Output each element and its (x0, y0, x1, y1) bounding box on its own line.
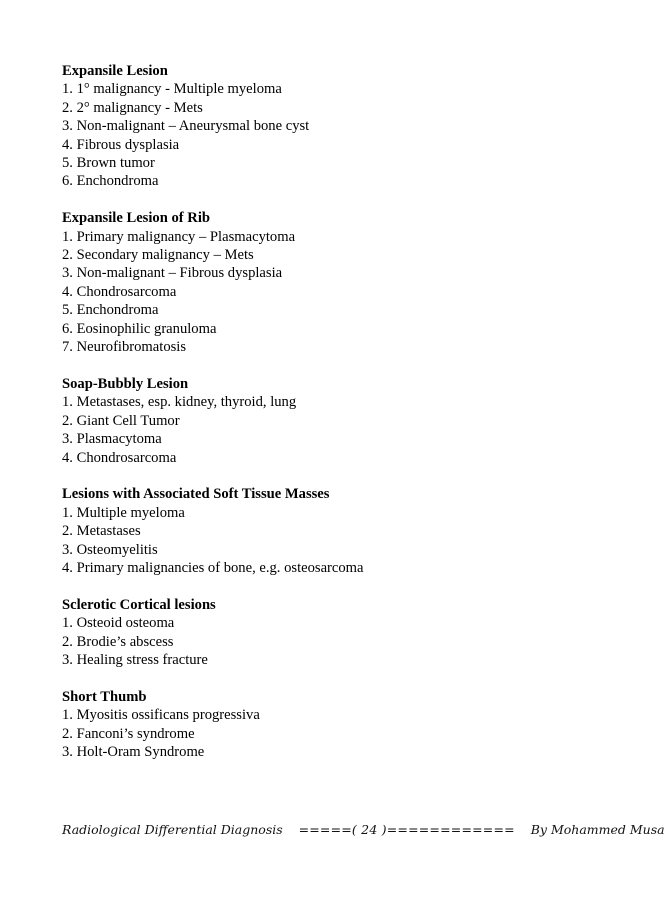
document-page (62, 62, 602, 780)
list-item: 3. Healing stress fracture (62, 651, 208, 668)
list-item: 1. Multiple myeloma (62, 504, 185, 521)
list-item: 1. Osteoid osteoma (62, 615, 175, 632)
list-item: 5. Brown tumor (62, 155, 155, 172)
section (62, 688, 602, 762)
list-item: 3. Plasmacytoma (62, 431, 162, 448)
list-item: 6. Eosinophilic granuloma (62, 320, 217, 337)
list-item: 6. Enchondroma (62, 173, 159, 190)
list-item: 3. Holt-Oram Syndrome (62, 743, 205, 760)
list-item: 2. 2° malignancy - Mets (62, 99, 203, 116)
list-item: 2. Fanconi’s syndrome (62, 725, 195, 742)
list-item: 5. Enchondroma (62, 302, 159, 319)
section-title: Lesions with Associated Soft Tissue Masses (62, 486, 330, 503)
section-title: Expansile Lesion of Rib (62, 210, 210, 227)
list-item: 2. Giant Cell Tumor (62, 412, 180, 429)
list-item: 1. 1° malignancy - Multiple myeloma (62, 81, 282, 98)
section (62, 485, 602, 577)
section-title: Expansile Lesion (62, 63, 168, 79)
section-list (62, 62, 602, 761)
list-item: 4. Chondrosarcoma (62, 283, 177, 300)
section-title: Sclerotic Cortical lesions (62, 596, 216, 613)
section (62, 596, 602, 670)
section-title: Short Thumb (62, 688, 147, 705)
list-item: 2. Metastases (62, 523, 141, 540)
list-item: 1. Metastases, esp. kidney, thyroid, lung (62, 394, 297, 411)
section (62, 375, 602, 467)
list-item: 3. Non-malignant – Fibrous dysplasia (62, 265, 283, 282)
section (62, 209, 602, 356)
list-item: 7. Neurofibromatosis (62, 339, 187, 356)
list-item: 3. Osteomyelitis (62, 541, 158, 558)
list-item: 1. Primary malignancy – Plasmacytoma (62, 228, 296, 245)
footer-author: By Mohammed Musa (530, 822, 665, 837)
section (62, 62, 602, 191)
section-title: Soap-Bubbly Lesion (62, 375, 189, 392)
list-item: 4. Fibrous dysplasia (62, 136, 180, 153)
list-item: 2. Brodie’s abscess (62, 633, 174, 650)
list-item: 1. Myositis ossificans progressiva (62, 707, 260, 724)
list-item: 2. Secondary malignancy – Mets (62, 247, 254, 264)
list-item: 3. Non-malignant – Aneurysmal bone cyst (62, 118, 310, 135)
list-item: 4. Primary malignancies of bone, e.g. osteosarcoma (62, 559, 364, 576)
footer-book-title: Radiological Differential Diagnosis (62, 822, 283, 837)
list-item: 4. Chondrosarcoma (62, 449, 177, 466)
page-footer (62, 822, 665, 838)
footer-page-marker: =====( 24 )============ (298, 822, 515, 837)
